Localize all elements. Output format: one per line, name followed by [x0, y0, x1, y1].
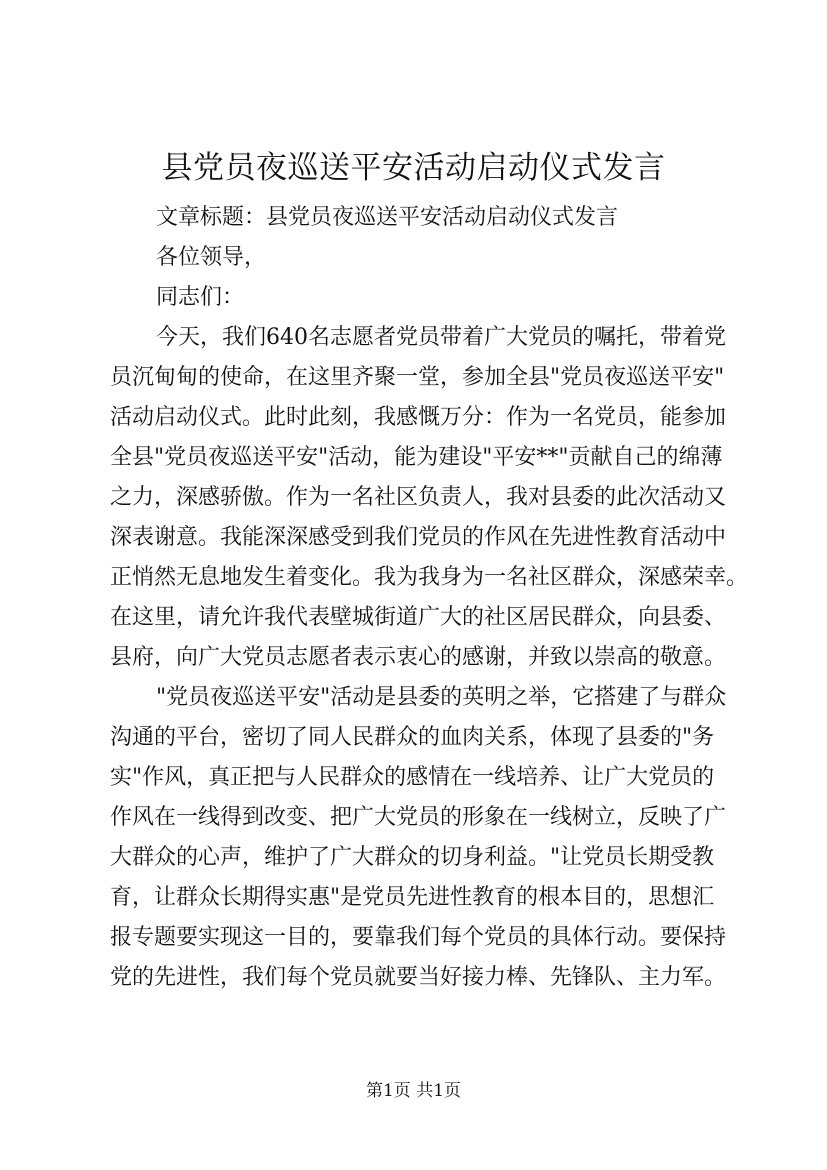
paragraph-2-line-4: 作风在一线得到改变、把广大党员的形象在一线树立，反映了广 [110, 805, 727, 830]
paragraph-1-line-5: 之力，深感骄傲。作为一名社区负责人，我对县委的此次活动又 [110, 485, 727, 510]
salutation-leaders: 各位领导， [156, 245, 267, 270]
paragraph-1-line-6: 深表谢意。我能深深感受到我们党员的作风在先进性教育活动中 [110, 525, 727, 550]
paragraph-1-line-8: 在这里，请允许我代表壁城街道广大的社区居民群众，向县委、 [110, 605, 727, 630]
paragraph-2-line-5: 大群众的心声，维护了广大群众的切身利益。"让党员长期受教 [110, 845, 715, 870]
paragraph-1-line-3: 活动启动仪式。此时此刻，我感慨万分：作为一名党员，能参加 [110, 405, 727, 430]
article-title-line: 文章标题：县党员夜巡送平安活动启动仪式发言 [156, 205, 619, 230]
paragraph-2-line-6: 育，让群众长期得实惠"是党员先进性教育的根本目的，思想汇 [110, 885, 715, 910]
paragraph-1-line-7: 正悄然无息地发生着变化。我为我身为一名社区群众，深感荣幸。 [110, 565, 749, 590]
paragraph-1-line-4: 全县"党员夜巡送平安"活动，能为建设"平安**"贡献自己的绵薄 [110, 445, 723, 470]
document-body [110, 198, 749, 998]
paragraph-2-line-2: 沟通的平台，密切了同人民群众的血肉关系，体现了县委的"务 [110, 725, 715, 750]
paragraph-2-line-3: 实"作风，真正把与人民群众的感情在一线培养、让广大党员的 [110, 765, 715, 790]
paragraph-2-line-7: 报专题要实现这一目的，要靠我们每个党员的具体行动。要保持 [110, 925, 727, 950]
paragraph-1-line-9: 县府，向广大党员志愿者表示衷心的感谢，并致以崇高的敬意。 [110, 645, 727, 670]
paragraph-2-line-8: 党的先进性，我们每个党员就要当好接力棒、先锋队、主力军。 [110, 965, 727, 990]
document-title: 县党员夜巡送平安活动启动仪式发言 [161, 150, 666, 186]
salutation-comrades: 同志们： [156, 285, 245, 310]
page-footer: 第1页 共1页 [365, 1081, 462, 1101]
paragraph-1-line-2: 员沉甸甸的使命，在这里齐聚一堂，参加全县"党员夜巡送平安" [110, 365, 725, 390]
paragraph-1-line-1: 今天，我们640名志愿者党员带着广大党员的嘱托，带着党 [156, 325, 726, 350]
paragraph-2-line-1: "党员夜巡送平安"活动是县委的英明之举，它搭建了与群众 [156, 685, 727, 710]
